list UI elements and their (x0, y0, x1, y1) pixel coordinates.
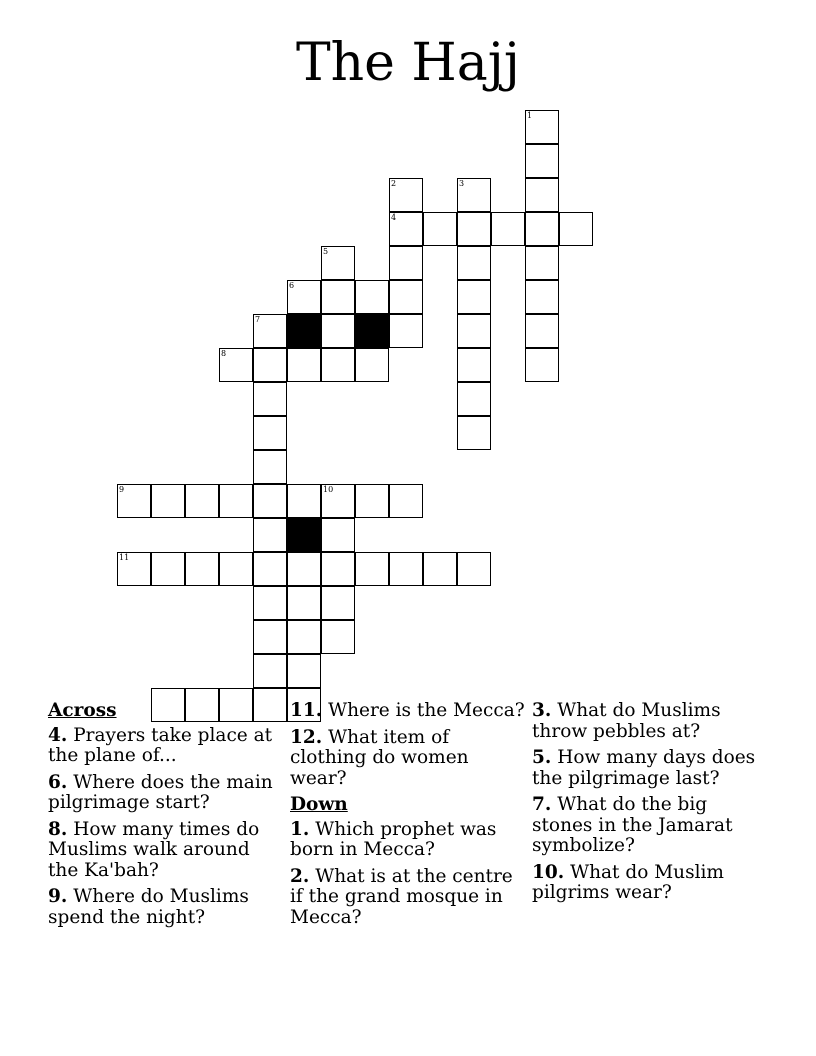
crossword-cell[interactable] (253, 382, 287, 416)
crossword-cell[interactable] (253, 314, 287, 348)
crossword-cell[interactable] (117, 552, 151, 586)
crossword-black-cell (287, 518, 321, 552)
crossword-cell[interactable] (457, 382, 491, 416)
crossword-cell[interactable] (253, 348, 287, 382)
crossword-cell[interactable] (253, 620, 287, 654)
clue-down-5: 5. How many days does the pilgrimage last? (532, 747, 756, 789)
crossword-cell[interactable] (423, 552, 457, 586)
crossword-cell[interactable] (525, 144, 559, 178)
clue-number: 6 (289, 281, 295, 290)
crossword-cell[interactable] (525, 314, 559, 348)
clue-number: 10 (323, 485, 334, 494)
clue-across-9: 9. Where do Muslims spend the night? (48, 886, 249, 928)
clue-number: 3 (459, 179, 465, 188)
crossword-cell[interactable] (525, 348, 559, 382)
clue-number: 2 (391, 179, 397, 188)
crossword-cell[interactable] (219, 552, 253, 586)
clue-down-10: 10. What do Muslim pilgrims wear? (532, 861, 724, 903)
crossword-cell[interactable] (389, 246, 423, 280)
crossword-cell[interactable] (253, 552, 287, 586)
crossword-cell[interactable] (321, 246, 355, 280)
crossword-cell[interactable] (457, 280, 491, 314)
crossword-cell[interactable] (389, 212, 423, 246)
crossword-cell[interactable] (457, 348, 491, 382)
crossword-cell[interactable] (389, 552, 423, 586)
crossword-cell[interactable] (321, 314, 355, 348)
clue-down-2: 2. What is at the centre if the grand mosque in Mecca? (290, 865, 513, 928)
crossword-cell[interactable] (287, 280, 321, 314)
crossword-cell[interactable] (321, 620, 355, 654)
crossword-cell[interactable] (525, 110, 559, 144)
crossword-cell[interactable] (321, 280, 355, 314)
crossword-cell[interactable] (253, 450, 287, 484)
crossword-cell[interactable] (355, 552, 389, 586)
crossword-cell[interactable] (457, 246, 491, 280)
clues-column-3 (532, 701, 768, 910)
crossword-cell[interactable] (389, 314, 423, 348)
crossword-cell[interactable] (525, 246, 559, 280)
clues-column-1 (48, 701, 284, 934)
across-heading: Across (48, 700, 117, 721)
crossword-cell[interactable] (151, 552, 185, 586)
crossword-cell[interactable] (287, 654, 321, 688)
clues-column-2 (290, 701, 526, 934)
crossword-cell[interactable] (321, 552, 355, 586)
clue-across-6: 6. Where does the main pilgrimage start? (48, 771, 273, 813)
crossword-cell[interactable] (457, 212, 491, 246)
crossword-cell[interactable] (151, 484, 185, 518)
clue-number: 5 (323, 247, 329, 256)
crossword-cell[interactable] (185, 552, 219, 586)
clue-down-1: 1. Which prophet was born in Mecca? (290, 818, 497, 860)
crossword-cell[interactable] (253, 518, 287, 552)
crossword-cell[interactable] (355, 484, 389, 518)
crossword-cell[interactable] (287, 348, 321, 382)
crossword-cell[interactable] (185, 484, 219, 518)
clue-across-11: 11. Where is the Mecca? (290, 700, 525, 721)
crossword-cell[interactable] (355, 280, 389, 314)
crossword-cell[interactable] (559, 212, 593, 246)
crossword-cell[interactable] (457, 178, 491, 212)
crossword-cell[interactable] (457, 314, 491, 348)
crossword-cell[interactable] (389, 484, 423, 518)
clue-number: 1 (527, 111, 533, 120)
crossword-cell[interactable] (321, 348, 355, 382)
crossword-cell[interactable] (525, 178, 559, 212)
clue-number: 9 (119, 485, 125, 494)
clue-number: 7 (255, 315, 261, 324)
crossword-cell[interactable] (389, 280, 423, 314)
crossword-cell[interactable] (525, 280, 559, 314)
crossword-cell[interactable] (287, 552, 321, 586)
crossword-cell[interactable] (253, 586, 287, 620)
clue-number: 11 (119, 553, 130, 562)
crossword-cell[interactable] (253, 484, 287, 518)
crossword-cell[interactable] (457, 552, 491, 586)
clue-across-12: 12. What item of clothing do women wear? (290, 726, 469, 789)
crossword-cell[interactable] (287, 484, 321, 518)
clue-number: 4 (391, 213, 397, 222)
crossword-cell[interactable] (389, 178, 423, 212)
crossword-cell[interactable] (253, 416, 287, 450)
crossword-cell[interactable] (321, 586, 355, 620)
crossword-cell[interactable] (525, 212, 559, 246)
clue-down-3: 3. What do Muslims throw pebbles at? (532, 700, 721, 742)
crossword-cell[interactable] (457, 416, 491, 450)
crossword-black-cell (287, 314, 321, 348)
crossword-cell[interactable] (287, 620, 321, 654)
clue-across-8: 8. How many times do Muslims walk around the Ka'bah? (48, 818, 260, 881)
crossword-black-cell (355, 314, 389, 348)
crossword-cell[interactable] (355, 348, 389, 382)
crossword-cell[interactable] (491, 212, 525, 246)
crossword-cell[interactable] (253, 654, 287, 688)
clue-across-4: 4. Prayers take place at the plane of... (48, 724, 273, 766)
clue-number: 8 (221, 349, 227, 358)
crossword-cell[interactable] (423, 212, 457, 246)
down-heading: Down (290, 794, 348, 815)
crossword-cell[interactable] (219, 484, 253, 518)
crossword-cell[interactable] (117, 484, 151, 518)
crossword-cell[interactable] (321, 518, 355, 552)
clue-down-7: 7. What do the big stones in the Jamarat symbolize? (532, 794, 733, 856)
crossword-cell[interactable] (287, 586, 321, 620)
crossword-cell[interactable] (321, 484, 355, 518)
page-title: The Hajj (295, 33, 521, 93)
crossword-cell[interactable] (219, 348, 253, 382)
